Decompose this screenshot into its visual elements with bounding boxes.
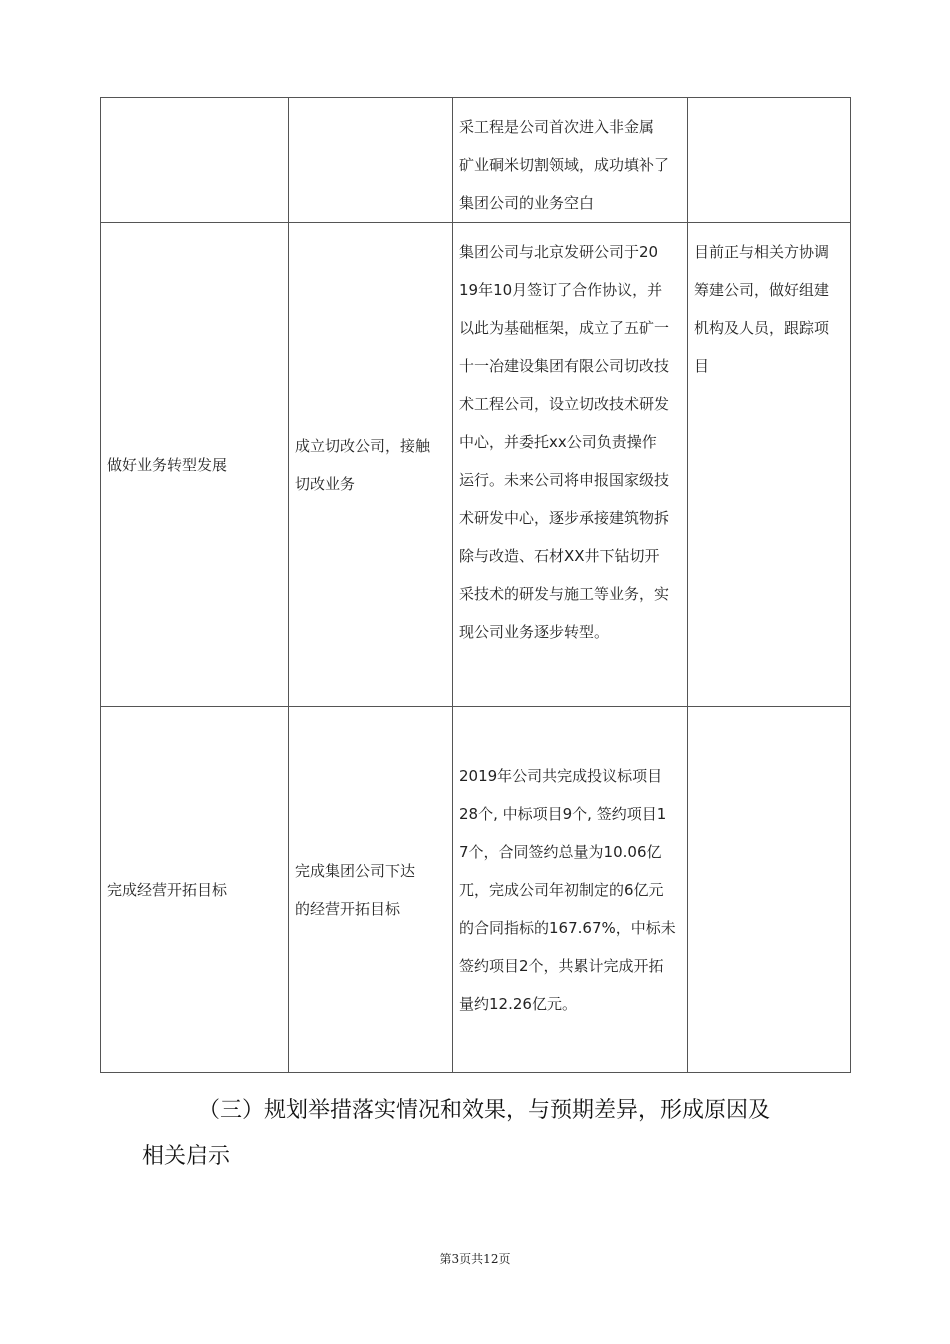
section-heading [142,1088,842,1180]
table-row [101,223,851,707]
measure-cell [289,98,453,223]
table-row [101,707,851,1073]
progress-text: 采工程是公司首次进入非金属 矿业硐米切割领域，成功填补了 集团公司的业务空白 [459,118,670,212]
plan-table [100,97,851,1073]
goal-cell [101,707,289,1073]
note-cell [688,707,851,1073]
progress-text: 2019年公司共完成投议标项目 28个, 中标项目9个, 签约项目1 7个，合同签约总量为10.06亿 兀，完成公司年初制定的6亿元 的合同指标的167.67%，中标未 签约项目2个，共累计完成开拓 量约12.26亿元。 [459,766,676,1013]
page-footer: 第3页共12页 [439,1252,511,1266]
note-text [694,98,844,108]
section-heading-line-1: （三）规划举措落实情况和效果，与预期差异，形成原因及 [198,1098,771,1123]
measure-text: 完成集团公司下达 的经营开拓目标 [295,861,416,918]
progress-text: 集团公司与北京发研公司于20 19年10月签订了合作协议，并 以此为基础框架，成立了五矿一 十一冶建设集团有限公司切改技 术工程公司，设立切改技术研发 中心，并委托xx公司负责操作 运行。未来公司将申报国家级技 术研发中心，逐步承接建筑物拆 除与改造、石材XX井下钻切开 采技术的研发与施工等业务，实 现公司业务逐步转型。 [459,243,670,641]
goal-text: 做好业务转型发展 [107,455,228,474]
measure-cell [289,707,453,1073]
note-cell [688,98,851,223]
note-text: 目前正与相关方协调 筹建公司，做好组建 机构及人员，跟踪项 目 [694,243,830,375]
goal-cell [101,223,289,707]
table-row [101,98,851,223]
section-heading-line-2: 相关启示 [142,1144,231,1169]
measure-text: 成立切改公司，接触 切改业务 [295,436,431,493]
measure-cell [289,223,453,707]
progress-cell [453,707,688,1073]
goal-text: 完成经营开拓目标 [107,880,228,899]
progress-cell [453,223,688,707]
note-cell [688,223,851,707]
goal-cell [101,98,289,223]
progress-cell [453,98,688,223]
